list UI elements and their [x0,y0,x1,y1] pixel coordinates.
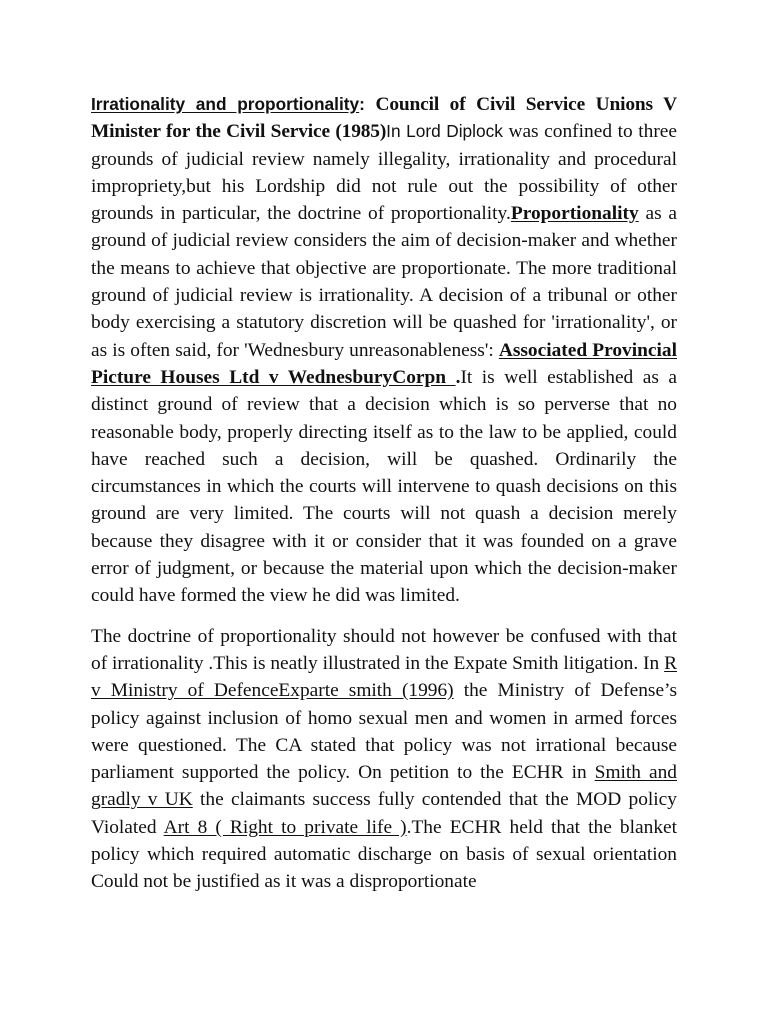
body-text: as a ground of judicial review considers the aim of decision-maker and whether the means to achieve that objective are proportionate. The more traditional ground of judicial review is irrationality. A decision of a tribunal or other body exercising a statutory discretion will be quashed for 'irrationality', or as is often said, for 'Wednesbury unreasonableness': [91,203,677,361]
case-citation-period: . [455,366,461,388]
body-text: The doctrine of proportionality should not however be confused with that of irrationality .This is neatly illustrated in the Expate Smith litigation. In [91,625,677,674]
body-text: was confined to three grounds of judicial review namely illegality, irrationality and procedural impropriety,but his Lordship did not rule out the possibility of other grounds in particular, the doctrine of proportionality. [91,121,677,225]
body-text: .The ECHR held that the blanket policy which required automatic discharge on basis of sexual orientation Could not be justified as it was a disproportionate [91,816,678,893]
section-heading: Irrationality and proportionality [91,94,360,114]
body-text: It is well established as a distinct ground of review that a decision which is so perverse that no reasonable body, properly directing itself as to the law to be applied, could have reached such a decision, will be quashed. Ordinarily the circumstances in which the courts will intervene to quash decisions on this ground are very limited. The courts will not quash a decision merely because they disagree with it or consider that it was founded on a grave error of judgment, or because the material upon which the decision-maker could have formed the view he did was limited. [91,366,677,607]
paragraph-1 [91,91,677,610]
document-page [91,91,677,896]
term-proportionality: Proportionality [510,203,639,225]
case-citation-smith-uk: Smith and gradly v UK [91,762,677,811]
body-text: the Ministry of Defense’s policy against inclusion of homo sexual men and women in armed forces were questioned. The CA stated that policy was not irrational because parliament supported the policy. On petition to the ECHR in [91,680,677,784]
case-citation-wednesbury: Associated Provincial Picture Houses Ltd v WednesburyCorpn [91,339,677,388]
case-citation-smith-1996: R v Ministry of DefenceExparte smith (1996) [91,652,677,702]
case-citation-ccsu: Council of Civil Service Unions V Minister for the Civil Service (1985) [91,94,678,143]
heading-colon: : [359,94,365,114]
citation-art-8: Art 8 ( Right to private life ) [163,816,407,838]
body-text: the claimants success fully contended that the MOD policy Violated [91,789,677,838]
paragraph-2 [91,623,677,896]
body-text-sans: In Lord Diplock [386,121,503,142]
